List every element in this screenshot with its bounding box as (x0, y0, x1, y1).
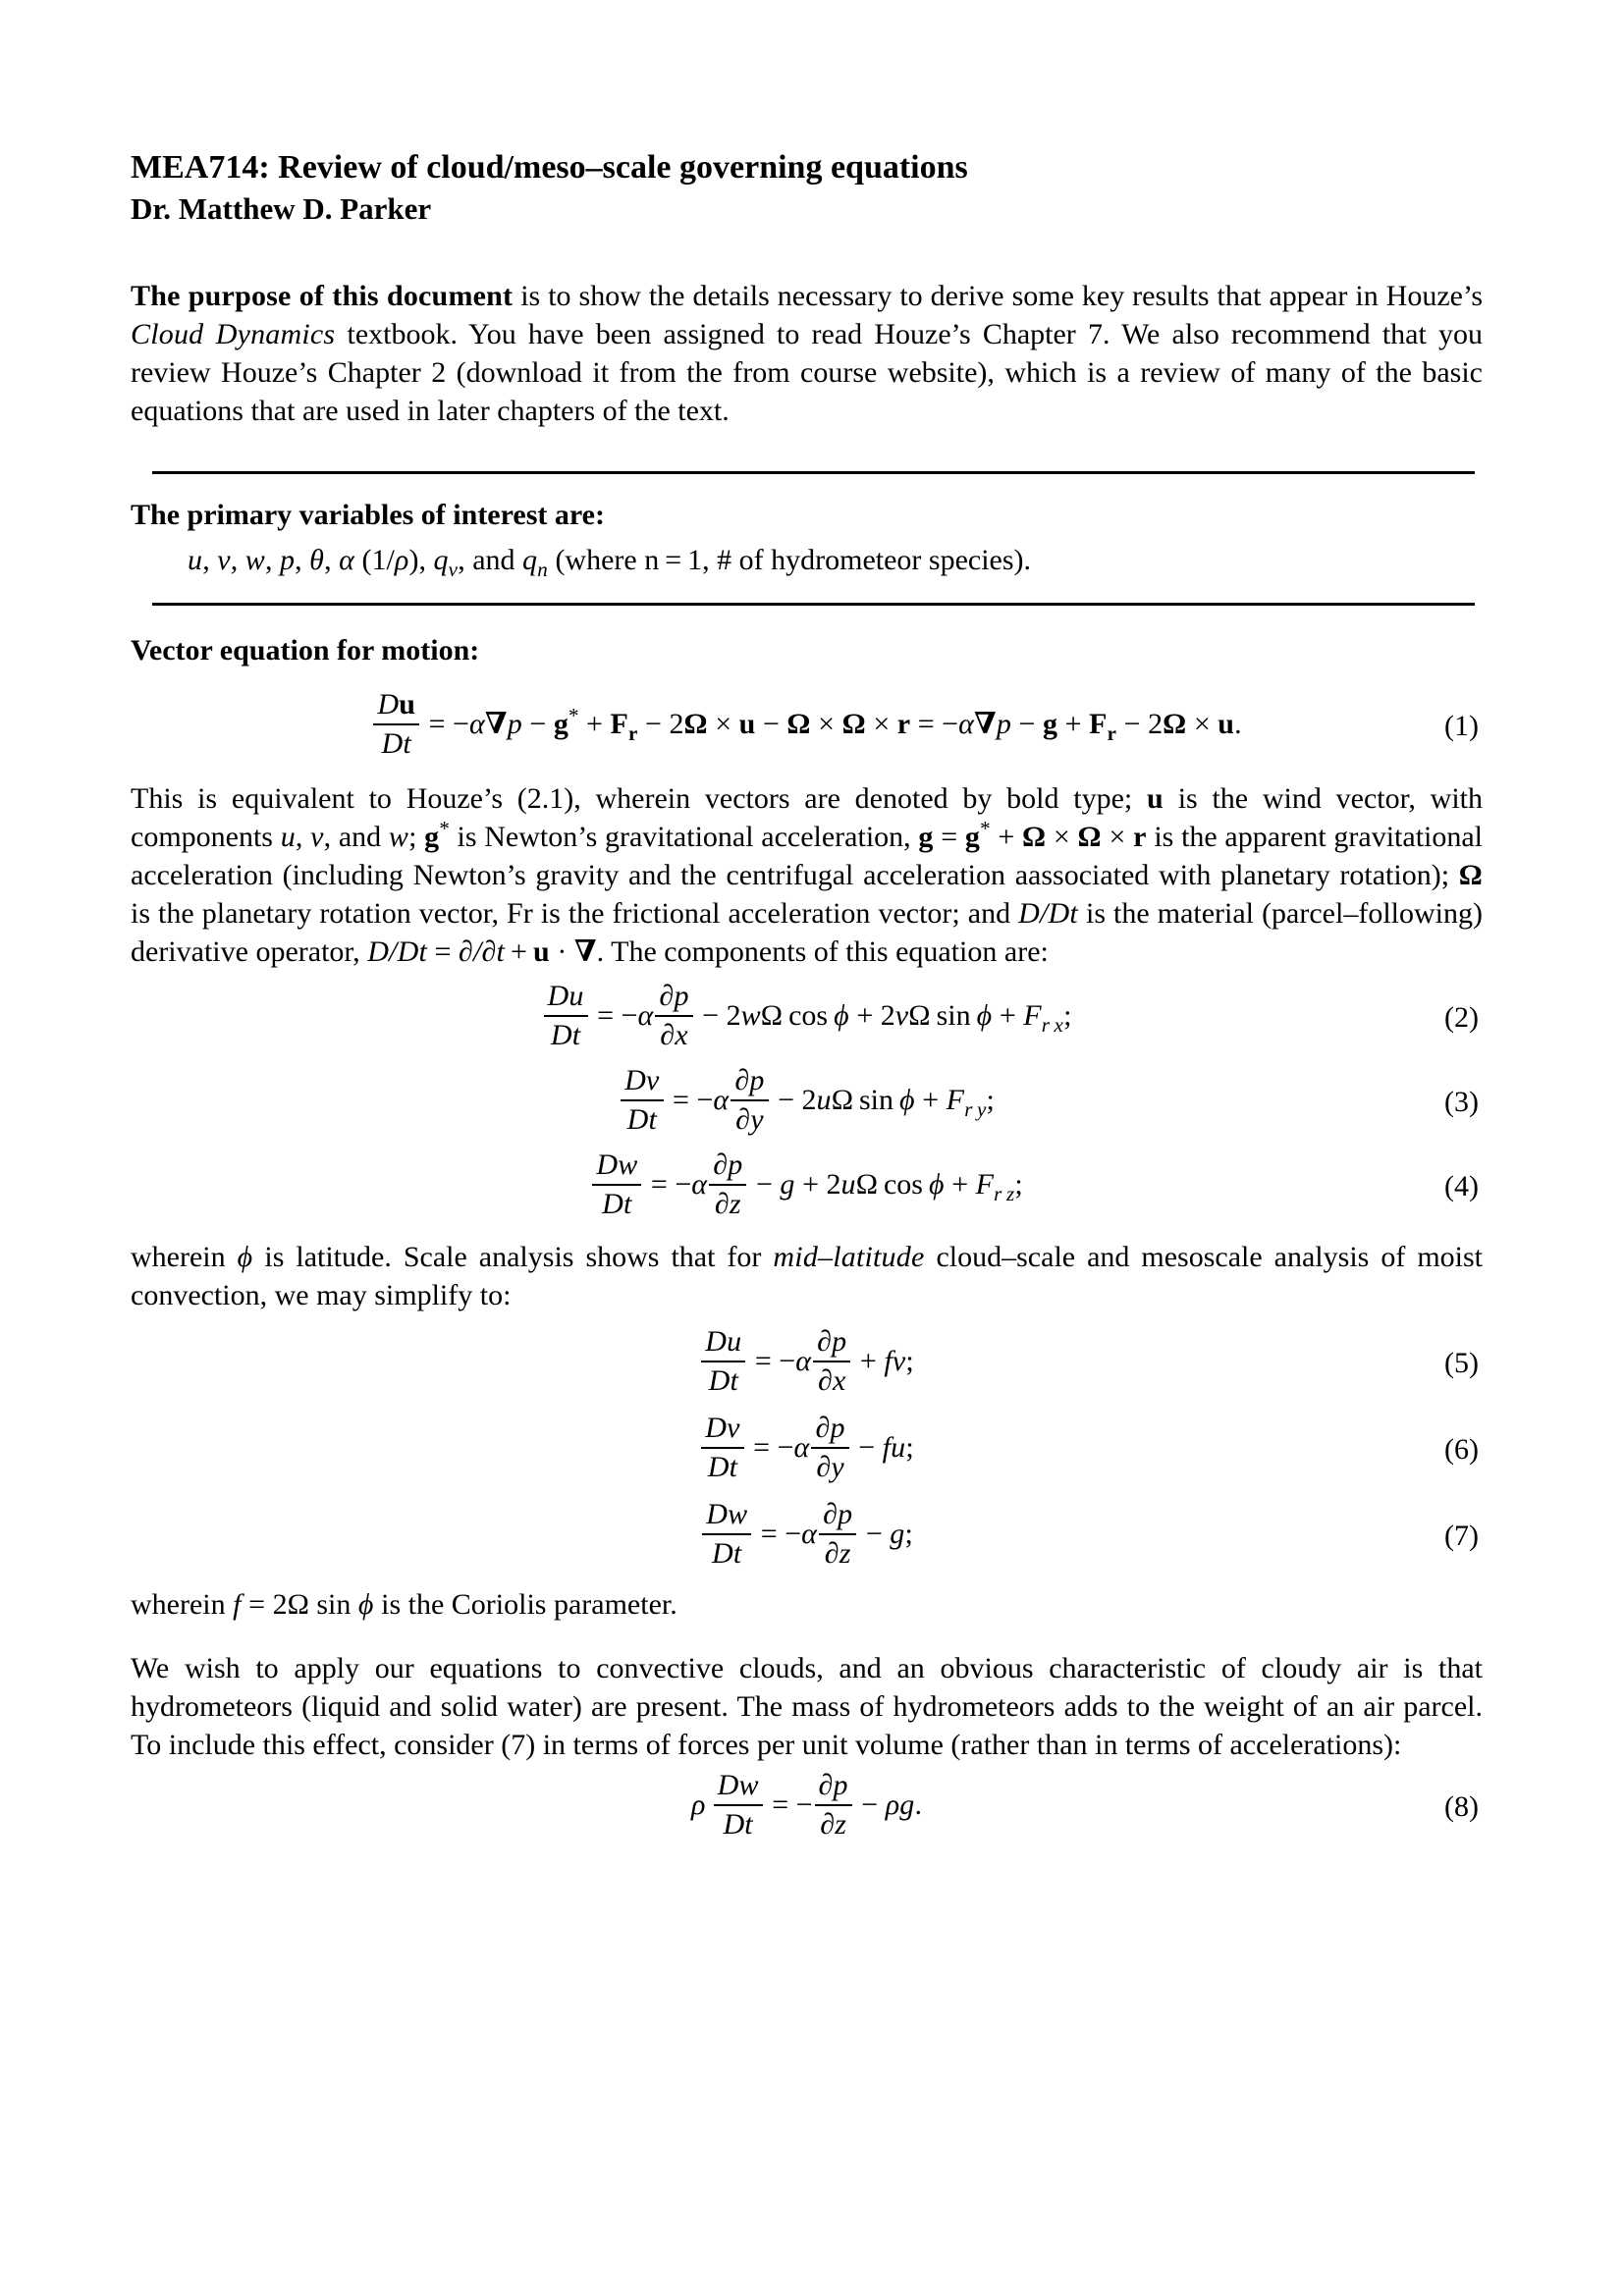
primary-variables-list: u, v, w, p, θ, α (1/ρ), $q_v$, and $q_n$ (where n = 1, # of hydrometeor species). (188, 544, 1032, 581)
equation-8-body: ρ $\frac{Dw}{Dt}$ = − $\frac{\partial p}{\partial z}$ − ρg. (690, 1769, 922, 1841)
equation-6-number: (6) (1444, 1433, 1479, 1466)
equation-7-row (131, 1499, 1483, 1574)
equation-4-body: $\frac{Dw}{Dt}$ = −α $\frac{\partial p}{\partial z}$ − g + 2uΩ $\cos \phi + F_{r z}$; (590, 1149, 1022, 1224)
equation-5-body: $\frac{Du}{Dt}$ = −α $\frac{\partial p}{\partial x}$ + fv; (699, 1326, 913, 1401)
section-divider-bottom (152, 603, 1475, 606)
latitude-paragraph: wherein ϕ is latitude. Scale analysis shows that for mid–latitude cloud–scale and mesoscale analysis of moist convection, we may simplify to: (131, 1241, 1483, 1311)
equation-5-row (131, 1326, 1483, 1401)
equation-2-body: $\frac{Du}{Dt}$ = −α $\frac{\partial p}{\partial x}$ − 2wΩ cos ϕ + 2vΩ $\sin \phi + F_{r x}$; (542, 981, 1072, 1055)
document-author: Dr. Matthew D. Parker (131, 191, 432, 226)
purpose-paragraph: The purpose of this document is to show the details necessary to derive some key results that appear in Houze’s Cloud Dynamics textbook. You have been assigned to read Houze’s Chapter 7. We also recommend that you review Houze’s Chapter 2 (download it from the from course website), which is a review of many of the basic equations that are used in later chapters of the text. (131, 280, 1483, 427)
equation-6-row (131, 1413, 1483, 1487)
convective-paragraph: We wish to apply our equations to convective clouds, and an obvious characteristic of cloudy air is that hydrometeors (liquid and solid water) are present. The mass of hydrometeors adds to the weight of an air parcel. To include this effect, consider (7) in terms of forces per unit volume (rather than in terms of accelerations): (131, 1652, 1483, 1761)
equation-4-row (131, 1149, 1483, 1224)
document-title: MEA714: Review of cloud/meso–scale governing equations (131, 149, 968, 186)
coriolis-paragraph: wherein f = 2Ω sin ϕ is the Coriolis parameter. (131, 1588, 677, 1621)
equation-1-number: (1) (1444, 710, 1479, 742)
equation-3-body: $\frac{Dv}{Dt}$ = −α $\frac{\partial p}{\partial y}$ − 2uΩ $\sin \phi + F_{r y}$; (619, 1065, 995, 1140)
equation-6-body: $\frac{Dv}{Dt}$ = −α $\frac{\partial p}{\partial y}$ − fu; (699, 1413, 913, 1487)
equation-8-row (131, 1770, 1483, 1844)
equation-2-row (131, 981, 1483, 1055)
primary-variables-heading: The primary variables of interest are: (131, 499, 605, 531)
equation-1-row (131, 689, 1483, 764)
equation-2-number: (2) (1444, 1001, 1479, 1034)
equivalence-paragraph: This is equivalent to Houze’s (2.1), wherein vectors are denoted by bold type; u is the wind vector, with components u, v, and w; g* is Newton’s gravitational acceleration, g = g* + Ω × Ω × r is the apparent gravitational acceleration (including Newton’s gravity and the centrifugal acceleration aassociated with planetary rotation); Ω is the planetary rotation vector, Fr is the frictional acceleration vector; and D/Dt is the material (parcel–following) derivative operator, D/Dt = ∂/∂t + u · ∇. The components of this equation are: (131, 782, 1484, 968)
equation-4-number: (4) (1444, 1170, 1479, 1202)
equation-3-row (131, 1065, 1483, 1140)
equation-7-body: $\frac{Dw}{Dt}$ = −α $\frac{\partial p}{\partial z}$ − g; (700, 1499, 913, 1574)
equation-3-number: (3) (1444, 1086, 1479, 1118)
vector-equation-heading: Vector equation for motion: (131, 634, 480, 667)
equation-8-number: (8) (1444, 1790, 1479, 1823)
section-divider-top (152, 471, 1475, 474)
equation-7-number: (7) (1444, 1520, 1479, 1552)
equation-1-body: $\frac{Du}{Dt}$ = $-\alpha\nabla p - g^* + F_r - 2\Omega \times u - \Omega \times \Omega \times r = -\alpha\nabla p - g + F_r - 2\Omega \times u$. (371, 689, 1241, 764)
equation-5-number: (5) (1444, 1347, 1479, 1379)
